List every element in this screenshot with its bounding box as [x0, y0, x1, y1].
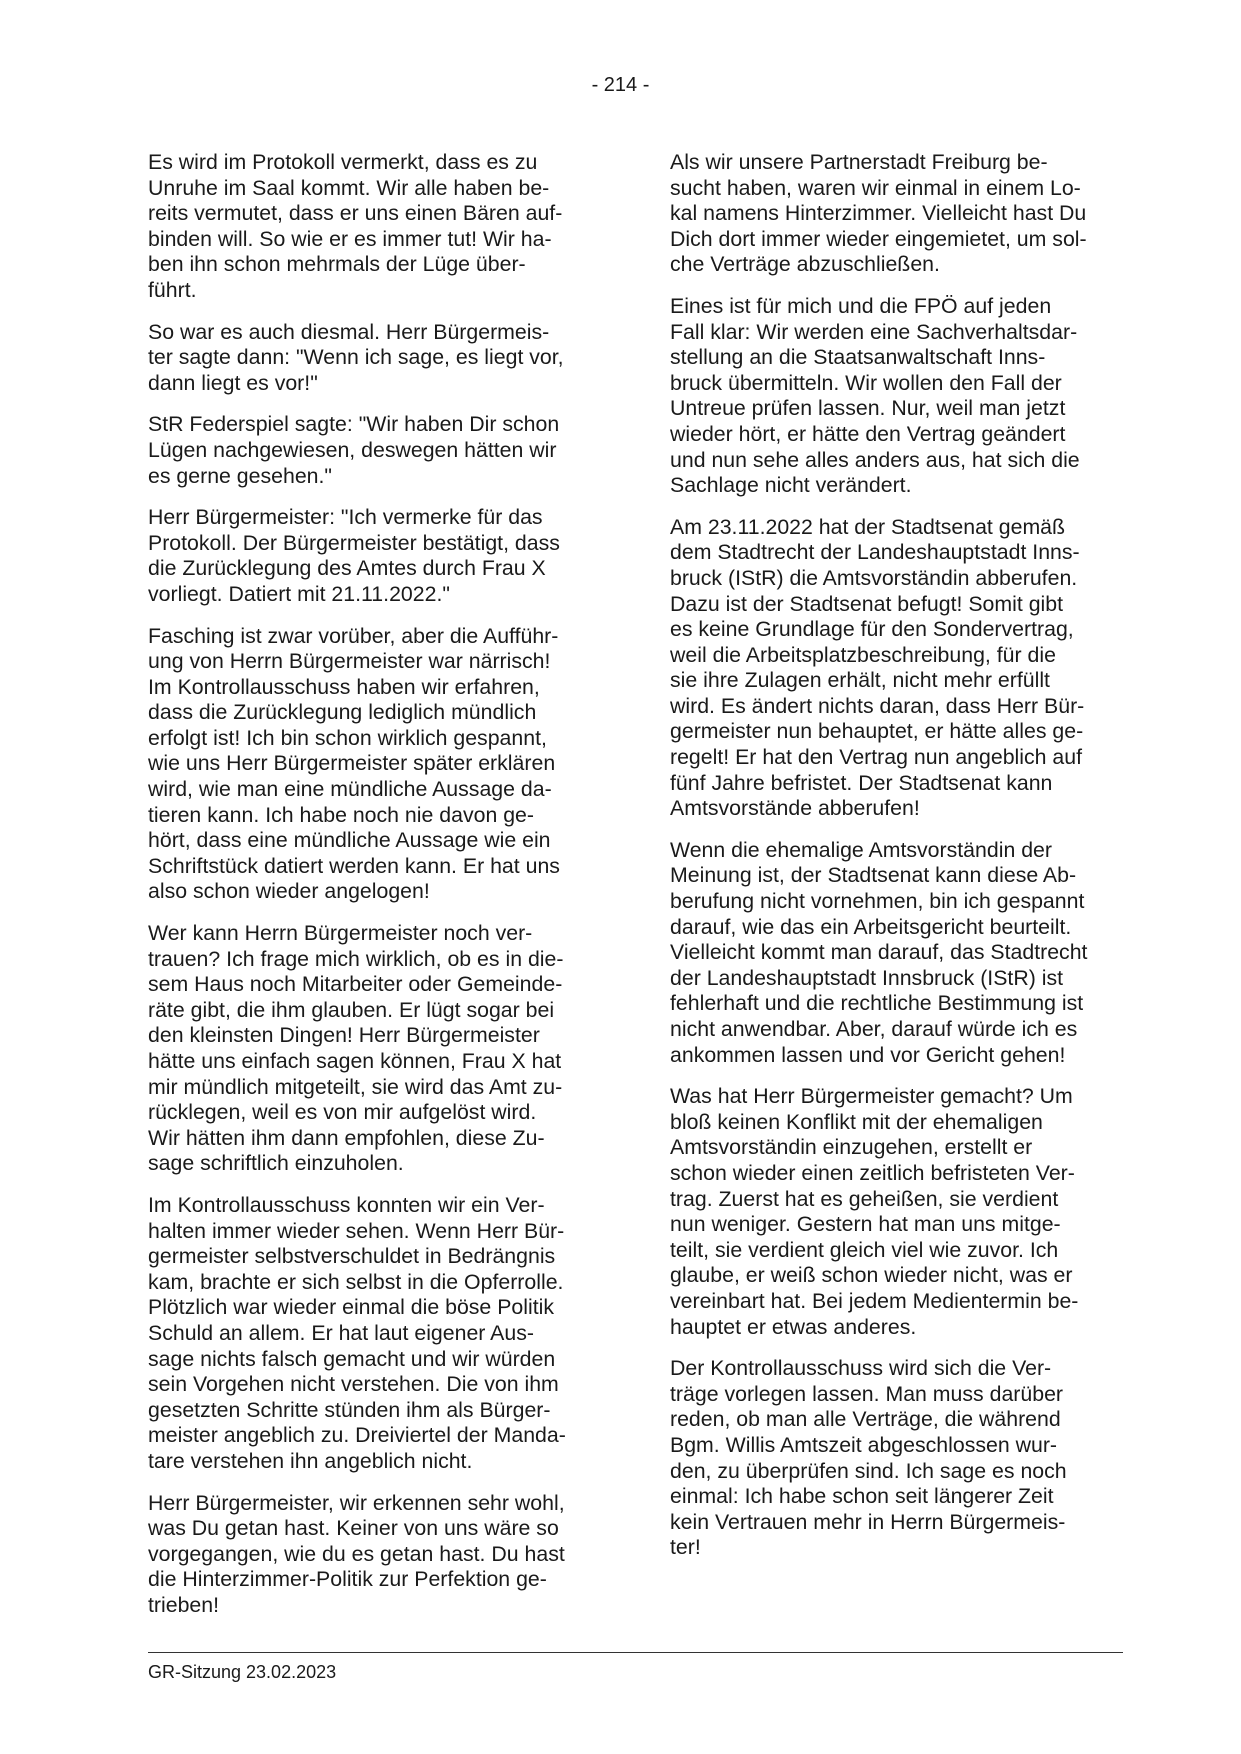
paragraph: Was hat Herr Bürgermeister gemacht? Um bloß keinen Konflikt mit der ehemaligen Amtsvorständin einzugehen, erstellt er schon wieder einen zeitlich befristeten Ver- trag. Zuerst hat es geheißen, sie verdient nun weniger. Gestern hat man uns mitge- teilt, sie verdient gleich viel wie zuvor. Ich glaube, er weiß schon wieder nicht, was er vereinbart hat. Bei jedem Medientermin be- hauptet er etwas anderes.: [670, 1084, 1079, 1339]
paragraph: Herr Bürgermeister: "Ich vermerke für das Protokoll. Der Bürgermeister bestätigt, dass die Zurücklegung des Amtes durch Frau X vorliegt. Datiert mit 21.11.2022.": [148, 505, 560, 606]
paragraph: Eines ist für mich und die FPÖ auf jeden Fall klar: Wir werden eine Sachverhaltsdar- stellung an die Staatsanwaltschaft Inns- bruck übermitteln. Wir wollen den Fall der Untreue prüfen lassen. Nur, weil man jetzt wieder hört, er hätte den Vertrag geändert und nun sehe alles anders aus, hat sich die Sachlage nicht verändert.: [670, 293, 1080, 498]
paragraph: Im Kontrollausschuss konnten wir ein Ver- halten immer wieder sehen. Wenn Herr Bür- germeister selbstverschuldet in Bedrängnis kam, brachte er sich selbst in die Opferrolle. Plötzlich war wieder einmal die böse Politik Schuld an allem. Er hat laut eigener Aus- sage nichts falsch gemacht und wir würden sein Vorgehen nicht verstehen. Die von ihm gesetzten Schritte stünden ihm als Bürger- meister angeblich zu. Dreiviertel der Manda- tare verstehen ihn angeblich nicht.: [148, 1192, 566, 1473]
paragraph: Wer kann Herrn Bürgermeister noch ver- trauen? Ich frage mich wirklich, ob es in die- sem Haus noch Mitarbeiter oder Gemeinde- räte gibt, die ihm glauben. Er lügt sogar bei den kleinsten Dingen! Herr Bürgermeister hätte uns einfach sagen können, Frau X hat mir mündlich mitgeteilt, sie wird das Amt zu- rücklegen, weil es von mir aufgelöst wird. Wir hätten ihm dann empfohlen, diese Zu- sage schriftlich einzuholen.: [148, 921, 564, 1176]
page-number: - 214 -: [591, 74, 650, 96]
paragraph: Fasching ist zwar vorüber, aber die Aufführ- ung von Herrn Bürgermeister war närrisch! Im Kontrollausschuss haben wir erfahren, dass die Zurücklegung lediglich mündlich erfolgt ist! Ich bin schon wirklich gespannt, wie uns Herr Bürgermeister später erklären wird, wie man eine mündliche Aussage da- tieren kann. Ich habe noch nie davon ge- hört, dass eine mündliche Aussage wie ein Schriftstück datiert werden kann. Er hat uns also schon wieder angelogen!: [148, 623, 560, 904]
left-column: [148, 150, 598, 1634]
paragraph: So war es auch diesmal. Herr Bürgermeis- ter sagte dann: "Wenn ich sage, es liegt vor, dann liegt es vor!": [148, 319, 564, 395]
paragraph: Wenn die ehemalige Amtsvorständin der Meinung ist, der Stadtsenat kann diese Ab- berufung nicht vornehmen, bin ich gespannt darauf, wie das ein Arbeitsgericht beurteilt. Vielleicht kommt man darauf, das Stadtrecht der Landeshauptstadt Innsbruck (IStR) ist fehlerhaft und die rechtliche Bestimmung ist nicht anwendbar. Aber, darauf würde ich es ankommen lassen und vor Gericht gehen!: [670, 837, 1088, 1067]
footer-session-date: GR-Sitzung 23.02.2023: [148, 1662, 337, 1682]
paragraph: Am 23.11.2022 hat der Stadtsenat gemäß dem Stadtrecht der Landeshauptstadt Inns- bruck (IStR) die Amtsvorständin abberufen. Dazu ist der Stadtsenat befugt! Somit gibt es keine Grundlage für den Sondervertrag, weil die Arbeitsplatzbeschreibung, für die sie ihre Zulagen erhält, nicht mehr erfüllt wird. Es ändert nichts daran, dass Herr Bür- germeister nun behauptet, er hätte alles ge- regelt! Er hat den Vertrag nun angeblich auf fünf Jahre befristet. Der Stadtsenat kann Amtsvorstände abberufen!: [670, 514, 1085, 821]
footer-divider: [148, 1652, 1123, 1653]
paragraph: Der Kontrollausschuss wird sich die Ver- träge vorlegen lassen. Man muss darüber reden, ob man alle Verträge, die während Bgm. Willis Amtszeit abgeschlossen wur- den, zu überprüfen sind. Ich sage es noch einmal: Ich habe schon seit längerer Zeit kein Vertrauen mehr in Herrn Bürgermeis- ter!: [670, 1356, 1067, 1560]
paragraph: Als wir unsere Partnerstadt Freiburg be- sucht haben, waren wir einmal in einem Lo- kal namens Hinterzimmer. Vielleicht hast Du Dich dort immer wieder eingemietet, um sol- che Verträge abzuschließen.: [670, 150, 1087, 277]
right-column: [670, 150, 1120, 1577]
paragraph: StR Federspiel sagte: "Wir haben Dir schon Lügen nachgewiesen, deswegen hätten wir es gerne gesehen.": [148, 412, 560, 488]
paragraph: Es wird im Protokoll vermerkt, dass es zu Unruhe im Saal kommt. Wir alle haben be- reits vermutet, dass er uns einen Bären auf- binden will. So wie er es immer tut! Wir ha- ben ihn schon mehrmals der Lüge über- führt.: [148, 150, 563, 302]
paragraph: Herr Bürgermeister, wir erkennen sehr wohl, was Du getan hast. Keiner von uns wäre so vorgegangen, wie du es getan hast. Du hast die Hinterzimmer-Politik zur Perfektion ge- trieben!: [148, 1490, 565, 1617]
